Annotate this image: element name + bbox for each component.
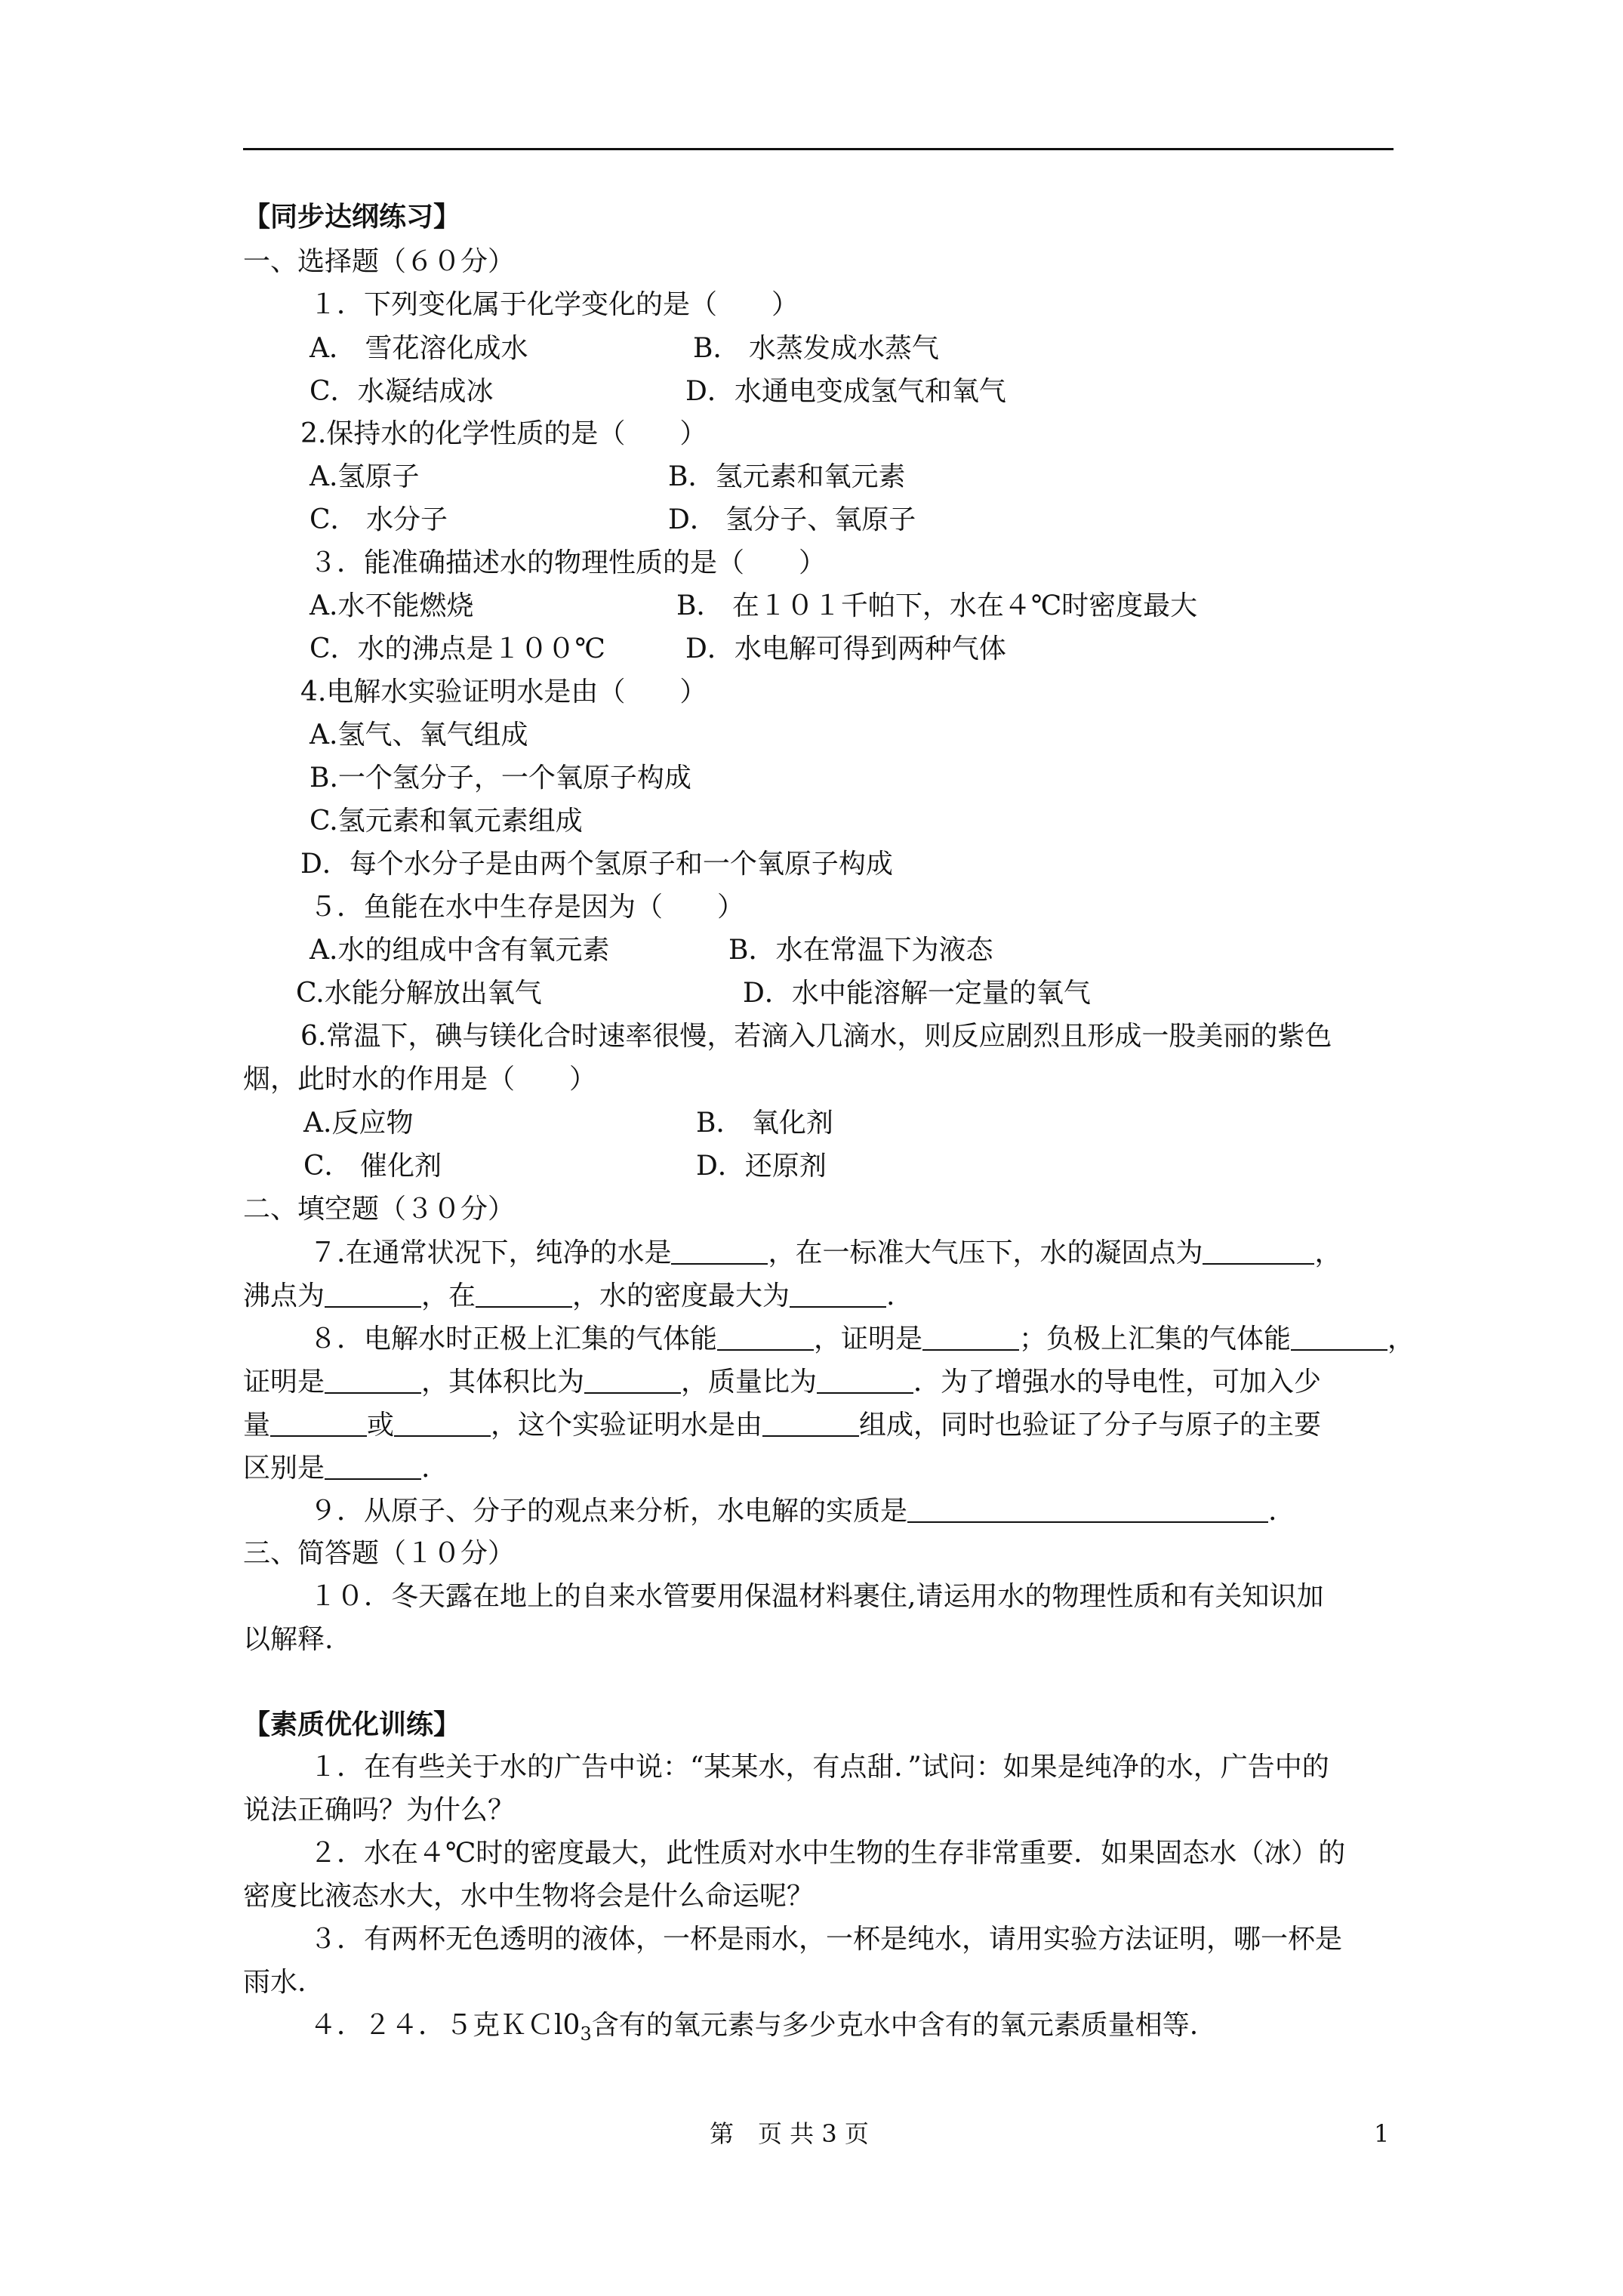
q5-option-d: D．水中能溶解一定量的氧气 (743, 978, 1091, 1009)
q2-option-d: D． 氢分子、氧原子 (668, 504, 916, 535)
q8-text: ，质量比为 (681, 1367, 818, 1398)
answer-blank[interactable] (1203, 1236, 1314, 1265)
q8-text: ；负极上汇集的气体能 (1019, 1324, 1292, 1354)
q6-stem-line1: 6.常温下，碘与镁化合时速率很慢，若滴入几滴水，则反应剧烈且形成一股美丽的紫色 (300, 1021, 1332, 1052)
q8-text: 区别是 (243, 1453, 325, 1484)
q8-line1 (310, 1322, 1415, 1356)
q9-text: . (1268, 1496, 1277, 1527)
answer-blank[interactable] (762, 1408, 859, 1437)
page-footer-center: 第 页 共 3 页 (710, 2119, 869, 2148)
q7-text: ，在一标准大气压下，水的凝固点为 (768, 1237, 1203, 1268)
problem3-line1: ３．有两杯无色透明的液体，一杯是雨水，一杯是纯水，请用实验方法证明，哪一杯是 (310, 1924, 1343, 1955)
answer-blank[interactable] (270, 1408, 367, 1437)
problem4-text: ４．２４．５克ＫＣ (310, 2010, 555, 2041)
q8-text: ８．电解水时正极上汇集的气体能 (310, 1324, 718, 1354)
q8-text: 证明是 (243, 1367, 325, 1398)
q8-line2 (243, 1365, 1321, 1399)
chemical-formula: l0 (554, 2010, 581, 2041)
q9-line (310, 1494, 1277, 1528)
q6-stem-line2: 烟，此时水的作用是（ ） (243, 1064, 597, 1095)
problem4-text: 含有的氧元素与多少克水中含有的氧元素质量相等. (591, 2010, 1199, 2041)
q8-text: ．为了增强水的导电性，可加入少 (913, 1367, 1322, 1398)
answer-blank[interactable] (817, 1365, 913, 1394)
q7-line2 (243, 1279, 895, 1313)
section-title-sync-practice: 【同步达纲练习】 (243, 201, 461, 233)
q1-stem: １．下列变化属于化学变化的是（ ） (310, 289, 799, 320)
q4-stem: 4.电解水实验证明水是由（ ） (300, 676, 707, 707)
answer-blank[interactable] (325, 1451, 421, 1480)
answer-blank[interactable] (790, 1279, 886, 1308)
problem1-line2: 说法正确吗？为什么？ (243, 1795, 516, 1826)
q6-option-b: B． 氧化剂 (696, 1108, 833, 1139)
q2-option-b: B．氢元素和氧元素 (668, 461, 906, 492)
q4-option-d: D．每个水分子是由两个氢原子和一个氧原子构成 (300, 849, 893, 880)
part1-heading: 一、选择题（６０分） (243, 246, 516, 277)
q7-text: ，在 (421, 1281, 476, 1311)
answer-blank[interactable] (717, 1322, 814, 1351)
q2-option-a: A.氢原子 (310, 461, 420, 492)
q3-option-c: C．水的沸点是１００℃ (310, 633, 605, 664)
part3-heading: 三、简答题（１０分） (243, 1538, 516, 1569)
answer-blank[interactable] (584, 1365, 681, 1394)
q4-option-b: B.一个氢分子，一个氧原子构成 (310, 763, 691, 794)
q8-text: ，其体积比为 (421, 1367, 585, 1398)
problem2-line2: 密度比液态水大，水中生物将会是什么命运呢？ (243, 1881, 815, 1912)
formula-subscript: 3 (580, 2023, 592, 2045)
q2-stem: 2.保持水的化学性质的是（ ） (300, 418, 707, 449)
q8-text: . (421, 1453, 430, 1484)
q5-option-c: C.水能分解放出氧气 (296, 978, 542, 1009)
problem4-line (310, 2009, 1199, 2045)
q10-line1: １０．冬天露在地上的自来水管要用保温材料裹住,请运用水的物理性质和有关知识加 (310, 1581, 1324, 1612)
q7-text: 沸点为 (243, 1281, 325, 1311)
q8-line3 (243, 1408, 1321, 1442)
answer-blank[interactable] (394, 1408, 491, 1437)
answer-blank[interactable] (922, 1322, 1019, 1351)
q7-text: ， (1314, 1237, 1342, 1268)
q8-text: 或 (367, 1410, 395, 1441)
answer-blank[interactable] (671, 1236, 768, 1265)
q3-option-b: B． 在１０１千帕下，水在４℃时密度最大 (676, 590, 1198, 621)
q2-option-c: C． 水分子 (310, 504, 448, 535)
problem1-line1: １．在有些关于水的广告中说：“某某水，有点甜．”试问：如果是纯净的水，广告中的 (310, 1752, 1329, 1783)
part2-heading: 二、填空题（３０分） (243, 1194, 516, 1225)
q4-option-a: A.氢气、氧气组成 (310, 720, 528, 750)
page-number: 1 (1374, 2119, 1390, 2148)
q5-stem: ５．鱼能在水中生存是因为（ ） (310, 892, 745, 923)
q3-stem: ３．能准确描述水的物理性质的是（ ） (310, 547, 827, 578)
problem2-line1: ２．水在４℃时的密度最大，此性质对水中生物的生存非常重要．如果固态水（冰）的 (310, 1838, 1346, 1869)
q10-line2: 以解释. (243, 1624, 334, 1655)
q1-option-a: A． 雪花溶化成水 (310, 333, 528, 364)
header-rule (243, 148, 1394, 150)
q3-option-a: A.水不能燃烧 (310, 590, 474, 621)
q8-text: ，这个实验证明水是由 (491, 1410, 763, 1441)
q7-text: . (886, 1281, 895, 1311)
q9-text: ９．从原子、分子的观点来分析，水电解的实质是 (310, 1496, 908, 1527)
answer-blank[interactable] (325, 1279, 421, 1308)
answer-blank[interactable] (907, 1494, 1268, 1523)
q6-option-c: C． 催化剂 (303, 1151, 442, 1182)
q7-text: ７.在通常状况下，纯净的水是 (310, 1237, 672, 1268)
answer-blank[interactable] (1291, 1322, 1387, 1351)
q7-text: ，水的密度最大为 (572, 1281, 790, 1311)
q7-line1 (310, 1236, 1341, 1270)
q6-option-d: D．还原剂 (696, 1151, 827, 1182)
q4-option-c: C.氢元素和氧元素组成 (310, 806, 583, 837)
q1-option-c: C．水凝结成冰 (310, 376, 494, 407)
q5-option-b: B．水在常温下为液态 (728, 935, 993, 966)
q1-option-b: B． 水蒸发成水蒸气 (693, 333, 939, 364)
q6-option-a: A.反应物 (303, 1108, 414, 1139)
q5-option-a: A.水的组成中含有氧元素 (310, 935, 610, 966)
q3-option-d: D．水电解可得到两种气体 (685, 633, 1006, 664)
section-title-quality-training: 【素质优化训练】 (243, 1709, 461, 1740)
answer-blank[interactable] (325, 1365, 421, 1394)
q8-text: 量 (243, 1410, 271, 1441)
q8-text: ， (1387, 1324, 1415, 1354)
problem3-line2: 雨水. (243, 1967, 306, 1998)
q8-text: ，证明是 (814, 1324, 923, 1354)
answer-blank[interactable] (476, 1279, 572, 1308)
q1-option-d: D．水通电变成氢气和氧气 (685, 376, 1006, 407)
q8-text: 组成，同时也验证了分子与原子的主要 (859, 1410, 1322, 1441)
q8-line4 (243, 1451, 430, 1485)
